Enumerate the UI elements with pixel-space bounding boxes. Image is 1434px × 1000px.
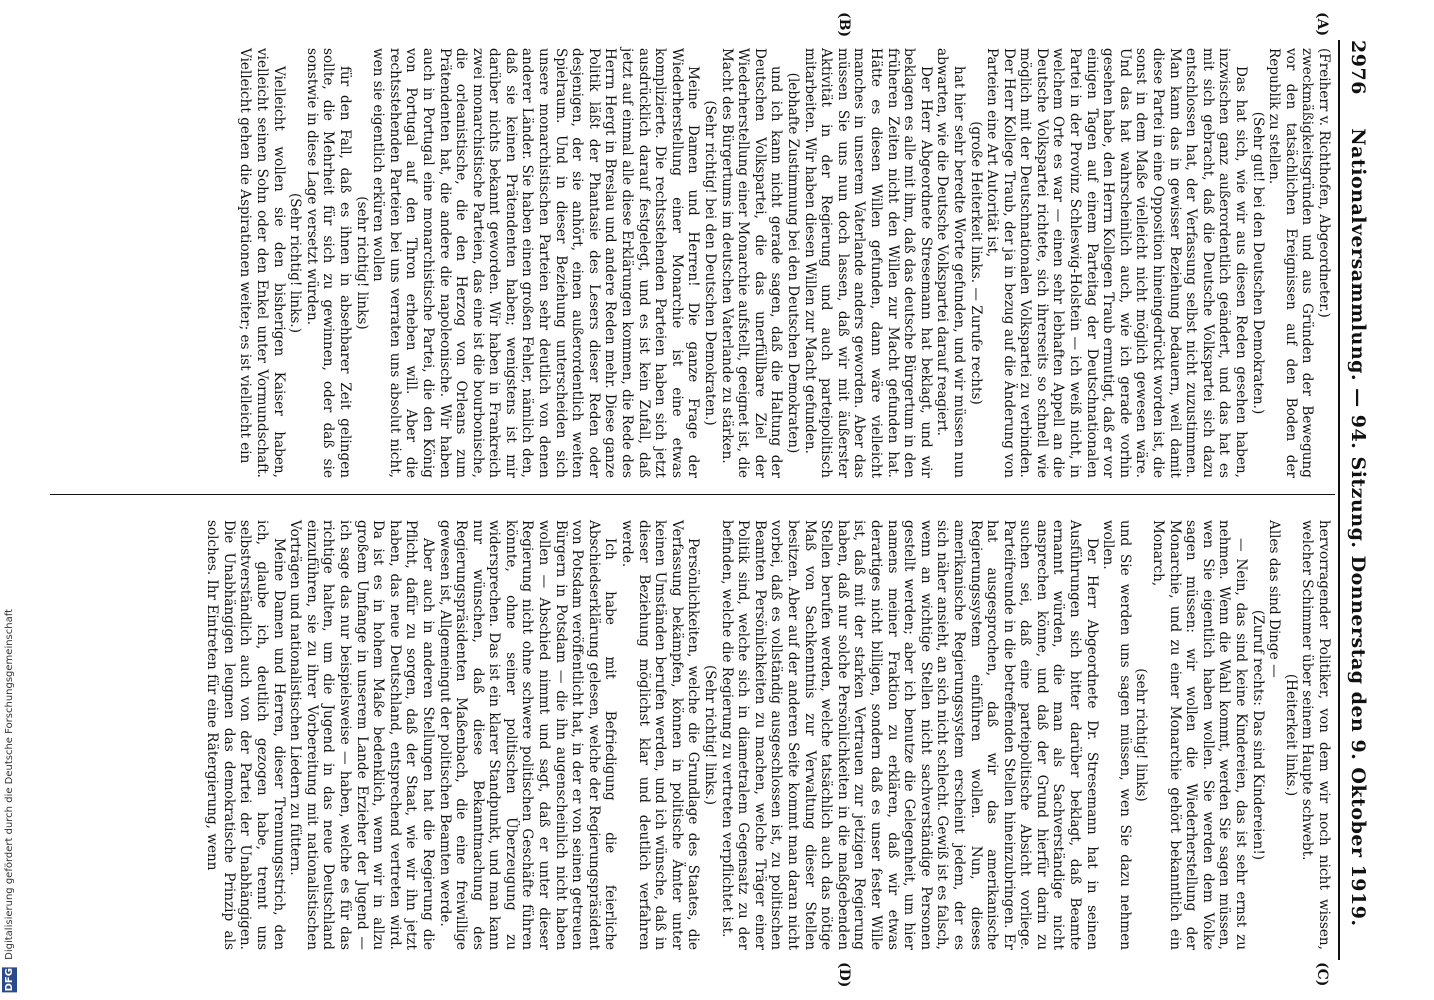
left-column-paragraph: Das hat sich, wie wir aus diesen Reden gesehen haben, inzwischen ganz außerordentlich geändert, und das hat es mit sich gebracht, daß die Deutsche Volkspartei sich dazu entschlossen hat, der Verfassung selbst nicht zuzustimmen. Man kann das in gewisser Beziehung bedauern, weil damit diese Partei in eine Opposition hineingedrückt worden ist, die sonst in dem Maße vielleicht nicht möglich gewesen wäre. Und das hat wahrscheinlich auch, wie ich gerade vorhin gesehen habe, den Herrn Kollegen Traub ermutigt, daß er vor einigen Tagen auf einem Parteitag der Deutschnationalen Partei in der Provinz Schleswig-Holstein — ich weiß nicht, in welchem Orte es war — einen sehr lebhaften Appell an die Deutsche Volkspartei richtete, sich ihrerseits so schnell wie möglich mit der Deutschnationalen Volkspartei zu verbinden. Der Herr Kollege Traub, der ja in bezug auf die Änderung von Parteien eine Art Autorität ist, — [984, 48, 1250, 478]
right-column-paragraph: (Sehr richtig! links.) — [702, 664, 719, 806]
dfg-logo: DFG — [4, 967, 15, 991]
right-column-paragraph: Meine Damen und Herren, dieser Trennungsstrich, den ich, glaube ich, deutlich gezogen habe, trennt uns selbstverständlich auch von der Partei der Unabhängigen. Die Unabhängigen leugnen das demokratische Prinzip als solches. Ihr Eintreten für eine Rätergierung, wenn — [204, 520, 287, 950]
margin-marker-a: (A) — [1314, 12, 1330, 37]
page-header — [1344, 40, 1372, 960]
right-column-paragraph: (sehr richtig! links) — [1133, 668, 1150, 802]
left-column-paragraph: (Sehr gut! bei den Deutschen Demokraten.) — [1249, 111, 1266, 415]
column-divider — [50, 494, 1335, 495]
credit-text: Digitalisierung gefördert durch die Deutsche Forschungsgemeinschaft — [4, 608, 15, 960]
left-column-paragraph: zweckmäßigkeitsgründen und aus Gründen der Bewegung vor den tatsächlichen Ereignissen auf den Boden der Republik zu stellen. — [1266, 48, 1316, 478]
right-column-paragraph: Ich habe mit Befriedigung die feierliche Abschiedserklärung gelesen, welche der Regierungspräsident von Potsdam veröffentlicht hat, in der er von seinen getreuen Bürgern in Potsdam — die ihn augenscheinlich nicht haben wollen — Abschied nimmt und sagt, daß er unter dieser Regierung nicht ohne schwere politischen Geschäfte führen könnte, ohne seiner politischen Überzeugung zu widersprechen. Das ist ein klarer Standpunkt, und man kann nur wünschen, daß diese Bekanntmachung des Regierungspräsidenten Maßenbach, die eine freiwillige gewesen ist, Allgemeingut der politischen Beamten werde. — [436, 520, 619, 950]
margin-marker-b: (B) — [836, 12, 852, 38]
left-column-paragraph: für den Fall, daß es ihnen in absehbarer Zeit gelingen sollte, die Mehrheit für sich zu gewinnen, oder daß sie sonstwie in diese Lage versetzt würden. — [303, 48, 353, 478]
left-column-paragraph: und ich kann nicht gerade sagen, daß die Haltung der Deutschen Volkspartei, die das unerfüllbare Ziel der Wiederherstellung einer Monarchie aufstellt, geeignet ist, die Macht des Bürgertums im deutschen Vaterlande zu stärken. — [718, 48, 785, 478]
right-text-column — [204, 520, 1332, 950]
right-column-paragraph: (Heiterkeit links.) — [1282, 673, 1299, 797]
right-column-paragraph: Aber auch in anderen Stellungen hat die Regierung die Pflicht, dafür zu sorgen, daß der Staat, wie wir ihn jetzt haben, das neue Deutschland, entsprechend vertreten wird. Da ist es in hohem Maße bedenklich, wenn wir in allzu großem Umfange in unserem Lande Erzieher der Jugend — ich sage das nur beispielsweise — haben, welche es für das richtige halten, um die Jugend in das neue Deutschland einzuführen, sie zu ihrer Vorbereitung mit nationalistischen Vorträgen und nationalistischen Liedern zu füttern. — [287, 520, 436, 950]
left-column-paragraph: (Sehr richtig! bei den Deutschen Demokraten.) — [702, 100, 719, 426]
right-column-paragraph: hervorragender Politiker, von dem wir noch nicht wissen, welcher Schimmer über seinem Haupte schwebt. — [1299, 520, 1332, 950]
left-column-paragraph: Vielleicht wollen sie den bisherigen Kaiser haben, vielleicht seinen Sohn oder den Enkel unter Vormundschaft. Vielleicht gehen die Aspirationen weiter; es ist vielleicht ein — [237, 48, 287, 478]
page-number: 2976 — [1347, 40, 1369, 95]
left-column-paragraph: (sehr richtig! links) — [353, 196, 370, 330]
left-column-paragraph: (lebhafte Zustimmung bei den Deutschen Demokraten) — [785, 72, 801, 454]
left-column-paragraph: (große Heiterkeit links. — Zurufe rechts) — [967, 121, 984, 405]
right-column-paragraph: — Nein, das sind keine Kindereien, das ist sehr ernst zu nehmen. Wenn die Wahl kommt, werden Sie sagen müssen, wen Sie eigentlich haben wollen. Sie werden dem Volke sagen müssen: wir wollen die Wiederherstellung der Monarchie, und zu einer Monarchie gehört bekanntlich ein Monarch, — [1150, 520, 1250, 950]
left-column-paragraph: Meine Damen und Herren! Die ganze Frage der Wiederherstellung einer Monarchie ist eine etwas komplizierte. Die rechtsstehenden Parteien haben sich jetzt ausdrücklich darauf festgelegt, und es ist kein Zufall, daß jetzt auf einmal alle diese Erklärungen kommen, die Rede des Herrn Hergt in Breslau und andere Reden mehr. Diese ganze Politik läßt der Phantasie des Lesers dieser Reden oder desjenigen, der sie anhört, einen außerordentlich weiten Spielraum. Und in dieser Beziehung unterscheiden sich unsere monarchistischen Parteien sehr deutlich von denen anderer Länder. Sie haben einen großen Fehler, nämlich den, daß sie keinen Prätendenten haben; wenigstens ist mir darüber nichts bekannt geworden. Wir haben in Frankreich zwei monarchistische Parteien, das eine ist die bourbonische, die orleanistische, die den Herzog von Orleans zum Prätendenten hat, die andere die napoleonische. Wir haben auch in Portugal eine monarchistische Partei, die den König von Portugal auf den Thron erheben will. Aber die rechtsstehenden Parteien bei uns verraten uns absolut nicht, wen sie eigentlich erküren wollen — [370, 48, 702, 478]
left-column-paragraph: Der Herr Abgeordnete Stresemann hat beklagt, und wir beklagen es alle mit ihm, daß das deutsche Bürgertum in den früheren Zeiten nicht den Willen zur Macht gefunden hat. Hätte es diesen Willen gefunden, dann wäre vielleicht manches in unserem Vaterlande anders geworden. Aber das müssen Sie uns nun doch lassen, daß wir mit äußerster Aktivität in der Regierung und auch parteipolitisch mitarbeiten. Wir haben diesen Willen zur Macht gefunden. — [801, 48, 934, 478]
right-column-paragraph: Alles das sind Dinge — — [1266, 520, 1283, 678]
digitization-credit — [2, 609, 17, 992]
left-text-column — [237, 48, 1332, 478]
margin-marker-c: (C) — [1314, 962, 1330, 987]
rotated-newspaper-page — [10, 0, 1390, 1000]
left-column-paragraph: hat hier sehr beredte Worte gefunden, und wir müssen nun abwarten, wie die Deutsche Volkspartei darauf reagiert. — [934, 48, 967, 478]
margin-marker-d: (D) — [836, 962, 852, 988]
left-column-paragraph: (Freiherr v. Richthofen, Abgeordneter.) — [1316, 48, 1332, 318]
right-column-paragraph: Der Herr Abgeordnete Dr. Stresemann hat in seinen Ausführungen sich bitter darüber beklagt, daß Beamte ernannt würden, die man als Sachverständige nicht ansprechen könne, und daß der Grund hierfür darin zu suchen sei, daß eine parteipolitische Absicht vorliege. Parteifreunde in die betreffenden Stellen hineinzubringen. Er hat ausgesprochen, daß wir das amerikanische Regierungssystem einführen wollen. Nun, dieses amerikanische Regierungssystem erscheint jedem, der es sich näher ansieht, an sich nicht schlecht. Gewiß ist es falsch, wenn an wichtige Stellen nicht sachverständige Personen gestellt werden; aber ich benutze die Gelegenheit, um hier namens meiner Fraktion zu erklären, daß wir etwas derartiges nicht billigen, sondern daß es unser fester Wille ist, daß mit der starken Vertrauen zur jetzigen Regierung haben, daß nur solche Persönlichkeiten in die maßgebenden Stellen berufen werden, welche tatsächlich auch das nötige Maß von Sachkenntnis zur Verwaltung dieser Stellen besitzen. Aber auf der anderen Seite kommt man daran nicht vorbei, daß es vollständig ausgeschlossen ist, zu politischen Beamten Persönlichkeiten zu machen, welche Träger einer Politik sind, welche sich in diametralem Gegensatz zu der befinden, welche die Regierung zu vertreten verpflichtet ist. — [718, 520, 1100, 950]
page-title: Nationalversammlung. — 94. Sitzung. Donnerstag den 9. Oktober 1919. — [1347, 128, 1369, 927]
right-column-paragraph: Persönlichkeiten, welche die Grundlage des Staates, die Verfassung bekämpfen, können in politische Ämter unter keinen Umständen berufen werden, und ich wünsche, daß in dieser Beziehung möglichst klar und deutlich verfahren werde. — [619, 520, 702, 950]
right-column-paragraph: und Sie werden uns sagen müssen, wen Sie dazu nehmen wollen. — [1100, 520, 1133, 950]
right-column-paragraph: (Zuruf rechts: Das sind Kindereien!) — [1249, 609, 1266, 861]
left-column-paragraph: (Sehr richtig! links.) — [287, 192, 304, 334]
header-rule — [1338, 40, 1340, 960]
